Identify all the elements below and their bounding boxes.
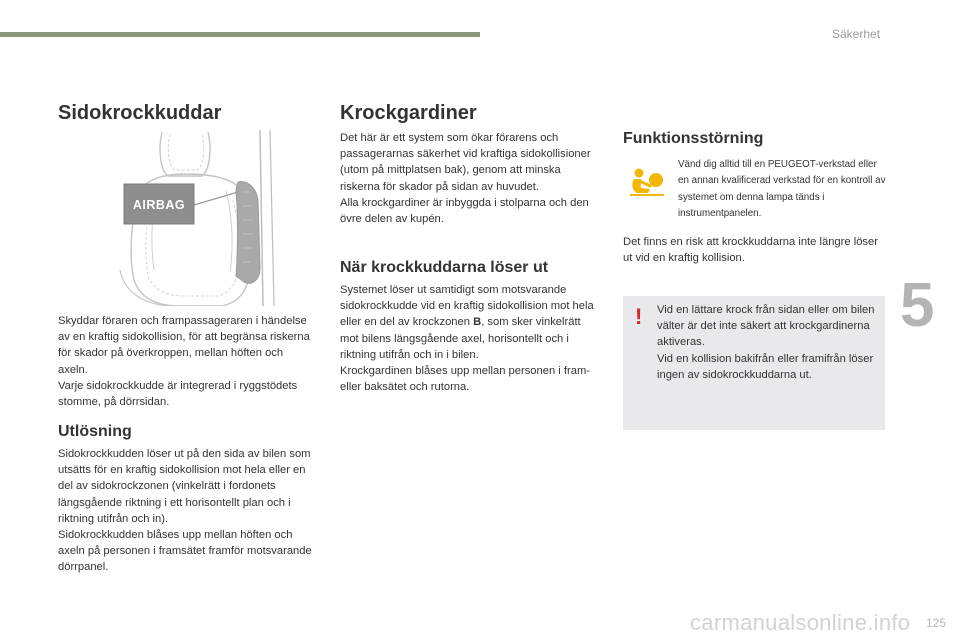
- airbag-warning-icon: [628, 166, 666, 196]
- malfunction-note-text: Vänd dig alltid till en PEUGEOT-verkstad eller en annan kvalificerad verkstad för en kontroll av systemet om denna lampa tänds i instrumentpanelen.: [678, 159, 886, 219]
- exclamation-icon: !: [635, 304, 643, 329]
- page-number: 125: [925, 616, 946, 630]
- chapter-number: 5: [900, 271, 935, 340]
- krockgardiner-title: Krockgardiner: [340, 102, 477, 124]
- sidokrockkuddar-description: Skyddar föraren och frampassageraren i händelse av en kraftig sidokollision, för att begränsa riskerna för skador på överkroppen, mellan höften och axeln. Varje sidokrockkudde är integrerad i ryggstödets stomme, på dörrsidan.: [58, 315, 310, 409]
- utlosning-heading: Utlösning: [58, 423, 132, 440]
- warning-box: [623, 296, 885, 430]
- text-part: Systemet löser ut samtidigt som motsvarande sidokrockkudde vid en kraftig sidokollision mot hela eller en del av krockzonen: [340, 284, 594, 329]
- nar-krockkuddarna-heading: När krockkuddarna löser ut: [340, 259, 549, 276]
- funktionsstorning-heading: Funktionsstörning: [623, 130, 764, 147]
- krockgardiner-description: Det här är ett system som ökar förarens och passagerarnas säkerhet vid kraftiga sidokollisioner (utom på mittplatsen bak), genom att minska riskerna för skador på sidan av huvudet. Alla krockgardiner är inbyggda i stolparna och den övre delen av kupén.: [340, 132, 591, 226]
- zone-b-label: B: [473, 316, 482, 329]
- sidokrockkuddar-title: Sidokrockkuddar: [58, 102, 222, 124]
- header-accent-bar: [0, 32, 480, 37]
- warning-text: Vid en lättare krock från sidan eller om bilen välter är det inte säkert att krockgardinerna aktiveras. Vid en kollision bakifrån eller framifrån löser ingen av sidokrockkuddarna ut.: [657, 304, 875, 381]
- warning-text-block: [657, 302, 879, 383]
- malfunction-risk-text: Det finns en risk att krockkuddarna inte längre löser ut vid en kraftig kollision.: [623, 236, 878, 265]
- utlosning-text: Sidokrockkudden löser ut på den sida av bilen som utsätts för en kraftig sidokollision mot hela eller en del av sidokrockzonen (vinkelrätt i fordonets längsgående riktning i ett horisontellt plan och i riktning utifrån och in). Sidokrockkudden blåses upp mellan höften och axeln på personen i framsätet framför motsvarande dörrpanel.: [58, 448, 312, 574]
- footer-watermark: carmanualsonline.info: [690, 610, 911, 635]
- section-label: Säkerhet: [832, 27, 881, 41]
- nar-krockkuddarna-text: [340, 282, 602, 395]
- seat-airbag-illustration: [110, 130, 282, 306]
- airbag-tag-label: AIRBAG: [132, 198, 186, 212]
- text-part: , som sker vinkelrätt mot bilens längsgående axel, horisontellt och i riktning utifrån och in i bilen. Krockgardinen blåses upp mellan personen i fram- eller baksätet och rutorna.: [340, 316, 590, 394]
- malfunction-note: [678, 157, 890, 222]
